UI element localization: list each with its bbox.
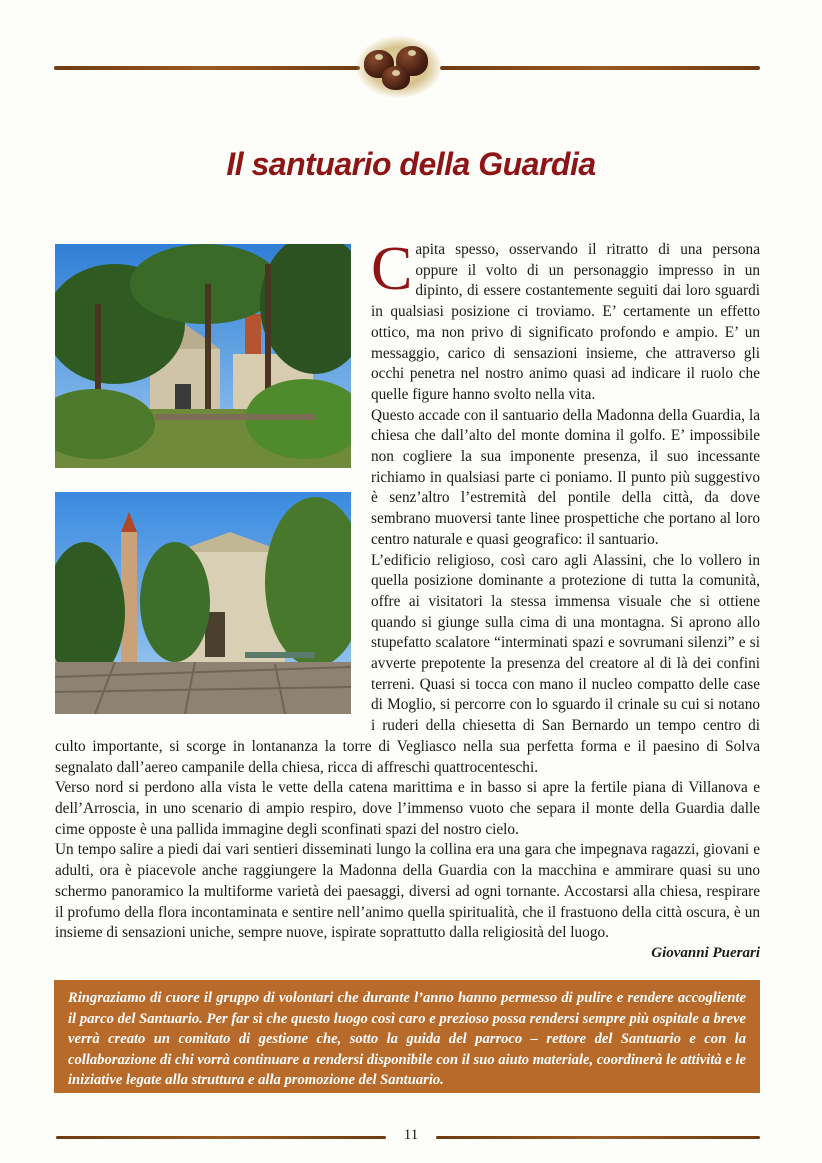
page-number: 11 bbox=[0, 1127, 822, 1144]
article-body bbox=[55, 235, 760, 944]
acknowledgement-banner bbox=[54, 980, 760, 1093]
author-name: Giovanni Puerari bbox=[651, 945, 760, 961]
article-paragraph-1: Capita spesso, osservando il ritratto di una persona oppure il volto di un personaggio impresso in un dipinto, di essere costantemente seguiti dai loro sguardi in qualsiasi posizione ci troviamo. E’ certamente un effetto ottico, ma non privo di significato profondo e ampio. E’ un messaggio, carico di sensazioni insieme, che attraverso gli occhi penetra nel nostro animo quasi ad indicare il ruolo che quelle figure hanno svolto nella vita. bbox=[371, 235, 760, 403]
dropcap: C bbox=[371, 235, 413, 303]
article-paragraph-5: Un tempo salire a piedi dai vari sentieri disseminati lungo la collina era una gara che impegnava ragazzi, giovani e adulti, ora è piacevole anche raggiungere la Madonna della Guardia con la macchina e ammirare quasi su uno schermo panoramico la multiforme varietà dei paesaggi, diversi ad ogni tornante. Accostarsi alla chiesa, respirare il profumo della flora incontaminata e sentire nell’animo quella spiritualità, che il frastuono della città oscura, è un insieme di sensazioni uniche, sempre nuove, ispirate soprattutto dalla religiosità del luogo. bbox=[55, 841, 760, 942]
article-paragraph-4: Verso nord si perdono alla vista le vette della catena marittima e in basso si apre la fertile piana di Villanova e dell’Arroscia, in uno scenario di ampio respiro, dove l’immenso vuoto che separa il monte della Guardia dalle cime opposte è una pallida immagine degli sconfinati spazi del nostro cielo. bbox=[55, 779, 760, 838]
header-rule-right bbox=[440, 66, 760, 70]
banner-text: Ringraziamo di cuore il gruppo di volontari che durante l’anno hanno permesso di pulire e rendere accogliente il parco del Santuario. Per far sì che questo luogo così caro e prezioso possa rendersi sempre più ospitale a breve verrà creato un comitato di gestione che, sotto la guida del parroco – rettore del Santuario e con la collaborazione di chi vorrà continuare a rendersi disponibile con il suo aiuto materiale, coordinerà le attività e le iniziative legate alla struttura e alla promozione del Santuario. bbox=[68, 990, 746, 1088]
photo-column-spacer bbox=[55, 240, 371, 730]
article-paragraph-2: Questo accade con il santuario della Madonna della Guardia, la chiesa che dall’alto del monte domina il golfo. E’ impossibile non cogliere la sua imponente presenza, il suo incessante richiamo in qualsiasi parte ci poniamo. Il punto più suggestivo è senz’altro l’estremità del pontile della città, da dove sembrano muoversi tante linee prospettiche che portano al loro centro naturale e quasi geografico: il santuario. bbox=[371, 406, 760, 548]
page-title: Il santuario della Guardia bbox=[226, 146, 596, 182]
header-rule-left bbox=[54, 66, 360, 70]
article-paragraph-3: L’edificio religioso, così caro agli Alassini, che lo vollero in quella posizione dominante a protezione di tutta la comunità, offre ai visitatori la stessa immensa visuale che si ottiene quando si giunge sulla cima di una montagna. Si aprono allo stupefatto scalatore “interminati spazi e sovrumani silenzi” e si avverte prepotente la presenza del creatore al di là dei confini terreni. Quasi si tocca con mano il nucleo compatto delle case di Moglio, si percorre con lo sguardo il crinale su cui si notano i ruderi della chiesetta di San Bernardo un tempo centro di culto importante, si scorge in lontananza la torre di Vegliasco nella sua perfetta forma e il paesino di Solva segnalato dall’aereo campanile della chiesa, ricca di affreschi quattrocenteschi. bbox=[55, 551, 760, 776]
chestnuts-icon bbox=[356, 36, 442, 98]
